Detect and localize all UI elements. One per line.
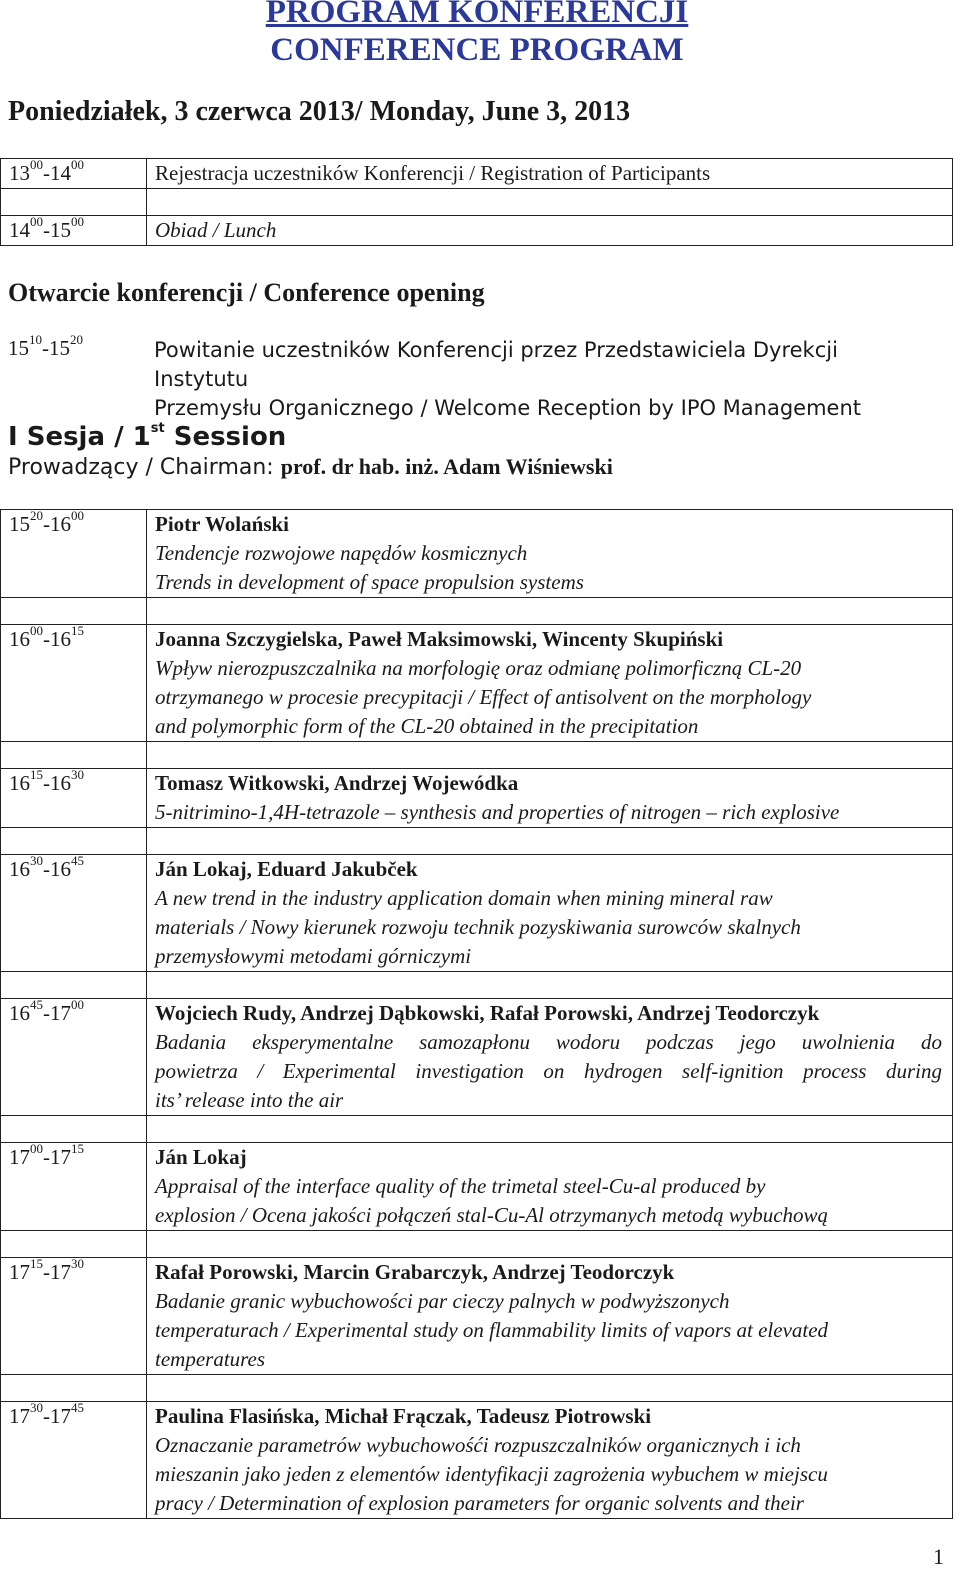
talk-cell (147, 1143, 953, 1231)
time-cell: $17^{00}-17^{15}$ (1, 1143, 147, 1231)
opening-time: $15^{10}-15^{20}$ (8, 332, 83, 360)
talk-title-line: Wpływ nierozpuszczalnika na morfologię oraz odmianę polimorficzną CL-20 (155, 656, 802, 680)
talk-title-line: przemysłowymi metodami górniczymi (155, 944, 472, 968)
talk-title-line: 5-nitrimino-1,4H-tetrazole – synthesis and properties of nitrogen – rich explosive (155, 800, 840, 824)
table-row (1, 769, 953, 828)
program-title-en: CONFERENCE PROGRAM (270, 32, 684, 68)
time-cell: $16^{45}-17^{00}$ (1, 999, 147, 1116)
talks-table (0, 509, 953, 1519)
talk-authors: Ján Lokaj (155, 1145, 247, 1169)
table-row (1, 189, 953, 216)
session-chairman: Prowadzący / Chairman: prof. dr hab. inż. Adam Wiśniewski (8, 454, 613, 480)
spacer-row (1, 1231, 953, 1258)
talk-authors: Rafał Porowski, Marcin Grabarczyk, Andrzej Teodorczyk (155, 1260, 675, 1284)
spacer-row (1, 1116, 953, 1143)
time-cell: $17^{30}-17^{45}$ (1, 1402, 147, 1519)
talk-title-line: Trends in development of space propulsion systems (155, 570, 584, 594)
talk-title-line: Badania eksperymentalne samozapłonu wodoru podczas jego uwolnienia do (155, 1030, 942, 1054)
session-heading: I Sesja / 1st Session (8, 421, 287, 452)
talk-cell (147, 625, 953, 742)
time-cell: $15^{20}-16^{00}$ (1, 510, 147, 598)
opening-text: Powitanie uczestników Konferencji przez Przedstawiciela Dyrekcji Instytutu Przemysłu Organicznego / Welcome Reception by IPO Management (154, 338, 862, 420)
table-row (1, 510, 953, 598)
time-cell: $17^{15}-17^{30}$ (1, 1258, 147, 1375)
time-cell: $16^{15}-16^{30}$ (1, 769, 147, 828)
talk-title-line: temperatures (155, 1347, 266, 1371)
program-title-pl: PROGRAM KONFERENCJI (265, 0, 689, 30)
table-row (1, 999, 953, 1116)
talk-authors: Tomasz Witkowski, Andrzej Wojewódka (155, 771, 519, 795)
talk-cell (147, 855, 953, 972)
talk-authors: Paulina Flasińska, Michał Frączak, Tadeusz Piotrowski (155, 1404, 652, 1428)
talk-cell (147, 999, 953, 1116)
talk-title-line: its’ release into the air (155, 1088, 344, 1112)
talk-title-line: explosion / Ocena jakości połączeń stal-Cu-Al otrzymanych metodą wybuchową (155, 1203, 829, 1227)
talk-title-line: powietrza / Experimental investigation on hydrogen self-ignition process during (155, 1059, 942, 1083)
talk-authors: Joanna Szczygielska, Paweł Maksimowski, Wincenty Skupiński (155, 627, 724, 651)
registration-cell: Rejestracja uczestników Konferencji / Registration of Participants (147, 159, 953, 189)
talk-title-line: Oznaczanie parametrów wybuchowośći rozpuszczalników organicznych i ich (155, 1433, 801, 1457)
opening-heading: Otwarcie konferencji / Conference opening (8, 278, 485, 307)
page-number: 1 (933, 1544, 944, 1569)
talk-title-line: otrzymanego w procesie precypitacji / Effect of antisolvent on the morphology (155, 685, 812, 709)
time-cell: $14^{00}-15^{00}$ (1, 216, 147, 246)
table-row (1, 1258, 953, 1375)
talk-authors: Ján Lokaj, Eduard Jakubček (155, 857, 418, 881)
talk-title-line: temperaturach / Experimental study on flammability limits of vapors at elevated (155, 1318, 829, 1342)
lunch-cell: Obiad / Lunch (147, 216, 953, 246)
spacer-row (1, 598, 953, 625)
spacer-row (1, 1375, 953, 1402)
time-cell: $16^{00}-16^{15}$ (1, 625, 147, 742)
spacer-row (1, 742, 953, 769)
registration-table (0, 158, 953, 246)
talk-cell (147, 769, 953, 828)
talk-title-line: Appraisal of the interface quality of the trimetal steel-Cu-al produced by (155, 1174, 766, 1198)
talk-title-line: mieszanin jako jeden z elementów identyfikacji zagrożenia wybuchem w miejscu (155, 1462, 828, 1486)
table-row (1, 159, 953, 189)
talk-authors: Piotr Wolański (155, 512, 290, 536)
talk-authors: Wojciech Rudy, Andrzej Dąbkowski, Rafał Porowski, Andrzej Teodorczyk (155, 1001, 820, 1025)
time-cell: $13^{00}-14^{00}$ (1, 159, 147, 189)
talk-title-line: Badanie granic wybuchowości par cieczy palnych w podwyższonych (155, 1289, 730, 1313)
talk-cell (147, 1402, 953, 1519)
table-row (1, 1143, 953, 1231)
talk-title-line: A new trend in the industry application domain when mining mineral raw (155, 886, 773, 910)
talk-cell (147, 510, 953, 598)
talk-title-line: pracy / Determination of explosion parameters for organic solvents and their (155, 1491, 804, 1515)
spacer-row (1, 972, 953, 999)
table-row (1, 625, 953, 742)
talk-cell (147, 1258, 953, 1375)
time-cell: $16^{30}-16^{45}$ (1, 855, 147, 972)
talk-title-line: Tendencje rozwojowe napędów kosmicznych (155, 541, 528, 565)
table-row (1, 1402, 953, 1519)
table-row (1, 855, 953, 972)
day-heading: Poniedziałek, 3 czerwca 2013/ Monday, June 3, 2013 (8, 96, 631, 127)
spacer-row (1, 828, 953, 855)
table-row (1, 216, 953, 246)
talk-title-line: and polymorphic form of the CL-20 obtained in the precipitation (155, 714, 699, 738)
talk-title-line: materials / Nowy kierunek rozwoju technik pozyskiwania surowców skalnych (155, 915, 801, 939)
